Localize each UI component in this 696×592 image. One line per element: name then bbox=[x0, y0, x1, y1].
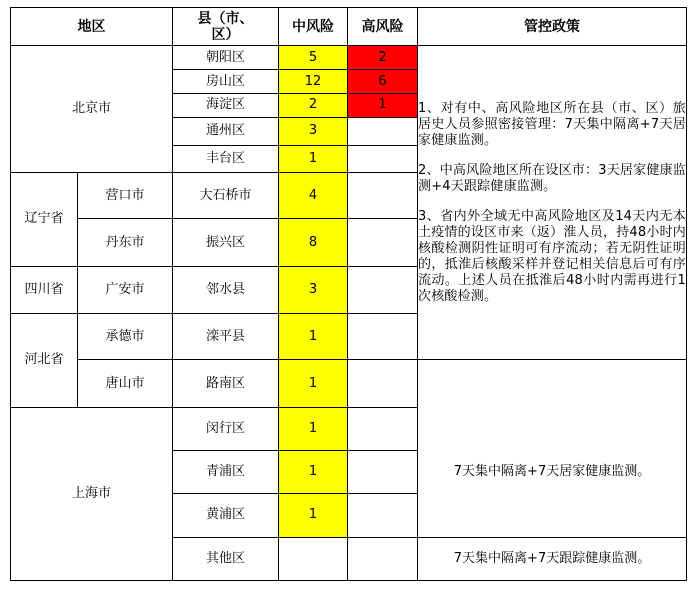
county-cell: 通州区 bbox=[173, 117, 279, 145]
high-risk-cell bbox=[348, 360, 418, 407]
high-risk-cell bbox=[348, 266, 418, 313]
medium-risk-cell: 12 bbox=[279, 70, 348, 93]
high-risk-cell bbox=[348, 407, 418, 450]
high-risk-cell bbox=[348, 494, 418, 537]
medium-risk-cell: 1 bbox=[279, 314, 348, 360]
county-cell: 海淀区 bbox=[173, 93, 279, 117]
high-risk-cell bbox=[348, 451, 418, 494]
medium-risk-cell: 1 bbox=[279, 407, 348, 450]
city-cell: 唐山市 bbox=[78, 360, 173, 407]
high-risk-cell bbox=[348, 145, 418, 172]
province-cell: 辽宁省 bbox=[11, 173, 78, 267]
city-cell: 营口市 bbox=[78, 173, 173, 219]
medium-risk-cell: 3 bbox=[279, 117, 348, 145]
county-cell: 其他区 bbox=[173, 537, 279, 580]
county-cell: 黄浦区 bbox=[173, 494, 279, 537]
header-medium-risk: 中风险 bbox=[279, 8, 348, 46]
policy-cell-main bbox=[418, 46, 687, 360]
county-cell: 邻水县 bbox=[173, 266, 279, 313]
province-cell: 河北省 bbox=[11, 314, 78, 408]
table-row bbox=[11, 360, 687, 407]
city-cell: 广安市 bbox=[78, 266, 173, 313]
province-cell: 上海市 bbox=[11, 407, 173, 580]
medium-risk-cell: 2 bbox=[279, 93, 348, 117]
header-region: 地区 bbox=[11, 8, 173, 46]
medium-risk-cell bbox=[279, 537, 348, 580]
county-cell: 大石桥市 bbox=[173, 173, 279, 219]
medium-risk-cell: 4 bbox=[279, 173, 348, 219]
table-row bbox=[11, 407, 687, 450]
city-cell: 承德市 bbox=[78, 314, 173, 360]
high-risk-cell: 1 bbox=[348, 93, 418, 117]
medium-risk-cell: 1 bbox=[279, 360, 348, 407]
county-cell: 青浦区 bbox=[173, 451, 279, 494]
county-cell: 闵行区 bbox=[173, 407, 279, 450]
county-cell: 房山区 bbox=[173, 70, 279, 93]
policy-item-1: 1、对有中、高风险地区所在县（市、区）旅居史人员参照密接管理：7天集中隔离+7天居家健康监测。 bbox=[418, 100, 686, 148]
header-policy: 管控政策 bbox=[418, 8, 687, 46]
policy-spacer-cell bbox=[418, 360, 687, 407]
high-risk-cell bbox=[348, 314, 418, 360]
province-cell: 四川省 bbox=[11, 266, 78, 313]
high-risk-cell: 2 bbox=[348, 46, 418, 70]
high-risk-cell bbox=[348, 173, 418, 219]
risk-control-table bbox=[10, 7, 687, 581]
policy-item-2: 2、中高风险地区所在设区市：3天居家健康监测+4天跟踪健康监测。 bbox=[418, 162, 686, 194]
county-cell: 路南区 bbox=[173, 360, 279, 407]
policy-cell-other: 7天集中隔离+7天跟踪健康监测。 bbox=[418, 537, 687, 580]
medium-risk-cell: 1 bbox=[279, 494, 348, 537]
medium-risk-cell: 8 bbox=[279, 219, 348, 266]
city-cell: 丹东市 bbox=[78, 219, 173, 266]
county-cell: 振兴区 bbox=[173, 219, 279, 266]
medium-risk-cell: 1 bbox=[279, 451, 348, 494]
high-risk-cell bbox=[348, 117, 418, 145]
high-risk-cell bbox=[348, 537, 418, 580]
header-county: 县（市、区） bbox=[173, 8, 279, 46]
county-cell: 丰台区 bbox=[173, 145, 279, 172]
table-row bbox=[11, 46, 687, 70]
policy-item-3: 3、省内外全域无中高风险地区及14天内无本土疫情的设区市来（返）淮人员，持48小时内核酸检测阴性证明可有序流动；若无阴性证明的，抵淮后核酸采样并登记相关信息后可有序流动。上述人员在抵淮后48小时内需再进行1次核酸检测。 bbox=[418, 208, 686, 304]
table-header-row bbox=[11, 8, 687, 46]
high-risk-cell bbox=[348, 219, 418, 266]
medium-risk-cell: 5 bbox=[279, 46, 348, 70]
medium-risk-cell: 1 bbox=[279, 145, 348, 172]
county-cell: 朝阳区 bbox=[173, 46, 279, 70]
policy-cell-shanghai: 7天集中隔离+7天居家健康监测。 bbox=[418, 407, 687, 537]
header-high-risk: 高风险 bbox=[348, 8, 418, 46]
medium-risk-cell: 3 bbox=[279, 266, 348, 313]
province-cell: 北京市 bbox=[11, 46, 173, 173]
high-risk-cell: 6 bbox=[348, 70, 418, 93]
county-cell: 滦平县 bbox=[173, 314, 279, 360]
